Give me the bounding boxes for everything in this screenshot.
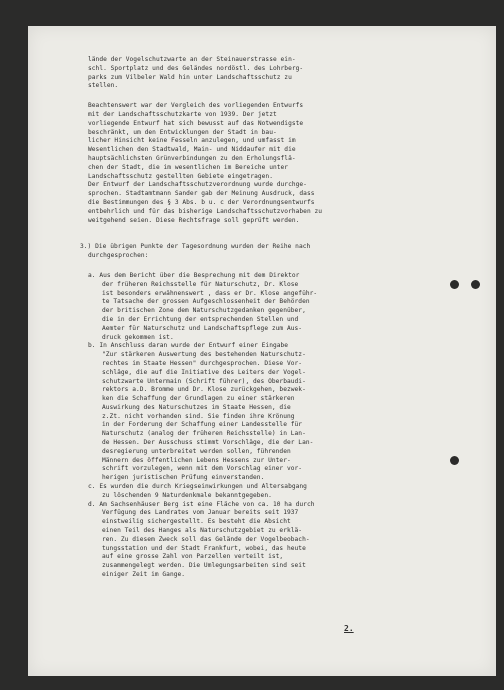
list-item-b: b. In Anschluss daran wurde der Entwurf einer Eingabe	[88, 342, 289, 350]
text-line: Aemter für Naturschutz und Landschaftspflege zum Aus-	[102, 324, 303, 332]
text-line: parks zum Vilbeler Wald hin unter Landschaftsschutz zu	[88, 73, 292, 81]
text-line: einen Teil des Hanges als Naturschutzgebiet zu erklä-	[102, 527, 303, 535]
text-line: desregierung unterbreitet werden sollen, führenden	[102, 447, 291, 455]
text-line: beschränkt, um den Entwicklungen der Stadt in bau-	[88, 128, 277, 136]
text-line: ren. Zu diesem Zweck soll das Gelände der Vogelbeobach-	[102, 535, 310, 543]
text-line: schläge, die auf die Initiative des Leiters der Vogel-	[102, 368, 306, 376]
typewritten-text	[80, 56, 450, 580]
punch-hole	[471, 280, 480, 289]
punch-hole	[450, 280, 459, 289]
text-line: die in der Errichtung der entsprechenden Stellen und	[102, 315, 299, 323]
text-line: einstweilig sichergestellt. Es besteht die Absicht	[102, 518, 291, 526]
text-line: Verfügung des Landrates vom Januar bereits seit 1937	[102, 509, 299, 517]
text-line: ist besonders erwähnenswert , dass er Dr. Klose angeführ-	[102, 289, 318, 297]
list-item-a: a. Aus dem Bericht über die Besprechung mit dem Direktor	[88, 271, 300, 279]
text-line: rektors a.D. Bromme und Dr. Klose zurückgehen, bezwek-	[102, 386, 306, 394]
text-line: z.Zt. nicht vorhanden sind. Sie finden ihre Krönung	[102, 412, 295, 420]
text-line: ken die Schaffung der Grundlagen zu einer stärkeren	[102, 395, 295, 403]
text-line: vorliegende Entwurf hat sich bewusst auf das Notwendigste	[88, 119, 304, 127]
text-line: licher Hinsicht keine Fesseln anzulegen, und umfasst im	[88, 137, 296, 145]
text-line: te Tatsache der grossen Aufgeschlossenheit der Behörden	[102, 298, 310, 306]
text-line: entbehrlich und für das bisherige Landschaftsschutzvorhaben zu	[88, 207, 323, 215]
text-line: Auswirkung des Naturschutzes im Staate Hessen, die	[102, 403, 291, 411]
text-line: hauptsächlichsten Grünverbindungen zu den Erholungsflä-	[88, 154, 296, 162]
text-line: der britischen Zone dem Naturschutzgedanken gegenüber,	[102, 307, 306, 315]
text-line: die Bestimmungen des § 3 Abs. b u. c der Verordnungsentwurfs	[88, 198, 315, 206]
text-line: in der Forderung der Schaffung einer Landesstelle für	[102, 421, 303, 429]
text-line: schrift vorzulegen, wenn mit dem Vorschlag einer vor-	[102, 465, 303, 473]
text-line: de Hessen. Der Ausschuss stimmt Vorschläge, die der Lan-	[102, 439, 314, 447]
text-line: der früheren Reichsstelle für Naturschutz, Dr. Klose	[102, 280, 299, 288]
text-line: zusammengelegt werden. Die Umlegungsarbeiten sind seit	[102, 562, 306, 570]
text-line: Landschaftsschutz gestellten Gebiete eingetragen.	[88, 172, 273, 180]
text-line: stellen.	[88, 82, 119, 90]
paper-sheet	[28, 26, 496, 676]
text-line: lände der Vogelschutzwarte an der Steinauerstrasse ein-	[88, 56, 296, 63]
text-line: schutzwarte Untermain (Schrift führer), des Oberbaudi-	[102, 377, 306, 385]
text-line: auf eine grosse Zahl von Parzellen verteilt ist,	[102, 553, 284, 561]
text-line: zu löschenden 9 Naturdenkmale bekanntgegeben.	[102, 491, 272, 499]
text-line: tungsstation und der Stadt Frankfurt, wobei, das heute	[102, 544, 306, 552]
text-line: "Zur stärkeren Auswertung des bestehenden Naturschutz-	[102, 351, 306, 359]
text-line: durchgesprochen:	[88, 252, 149, 260]
text-line: Wesentlichen den Stadtwald, Main- und Niddaufer mit die	[88, 146, 296, 154]
text-line: schl. Sportplatz und des Geländes nordöstl. des Lohrberg-	[88, 64, 304, 72]
text-line: mit der Landschaftsschutzkarte von 1939. Der jetzt	[88, 110, 277, 118]
list-item-d: d. Am Sachsenhäuser Berg ist eine Fläche von ca. 10 ha durch	[88, 500, 315, 508]
text-line: herigen juristischen Prüfung einverstanden.	[102, 474, 265, 482]
text-line: Männern des öffentlichen Lebens Hessens zur Unter-	[102, 456, 291, 464]
list-item-c: c. Es wurden die durch Kriegseinwirkungen und Altersabgang	[88, 483, 307, 491]
section-heading: 3.) Die übrigen Punkte der Tagesordnung wurden der Reihe nach	[80, 243, 311, 251]
page-number: 2.	[344, 624, 354, 633]
text-line: Der Entwurf der Landschaftsschutzverordnung wurde durchge-	[88, 181, 307, 189]
text-line: Beachtenswert war der Vergleich des vorliegenden Entwurfs	[88, 102, 304, 110]
text-line: Naturschutz (analog der früheren Reichsstelle) in Lan-	[102, 430, 306, 438]
text-line: sprochen. Stadtamtmann Sander gab der Meinung Ausdruck, dass	[88, 190, 315, 198]
punch-hole	[450, 456, 459, 465]
text-line: weitgehend seien. Diese Rechtsfrage soll geprüft werden.	[88, 216, 300, 224]
text-line: chen der Stadt, die im wesentlichen im Bereiche unter	[88, 163, 289, 171]
text-line: druck gekommen ist.	[102, 333, 174, 341]
text-line: rechtes im Staate Hessen" durchgesprochen. Diese Vor-	[102, 359, 303, 367]
text-line: einiger Zeit im Gange.	[102, 571, 186, 579]
